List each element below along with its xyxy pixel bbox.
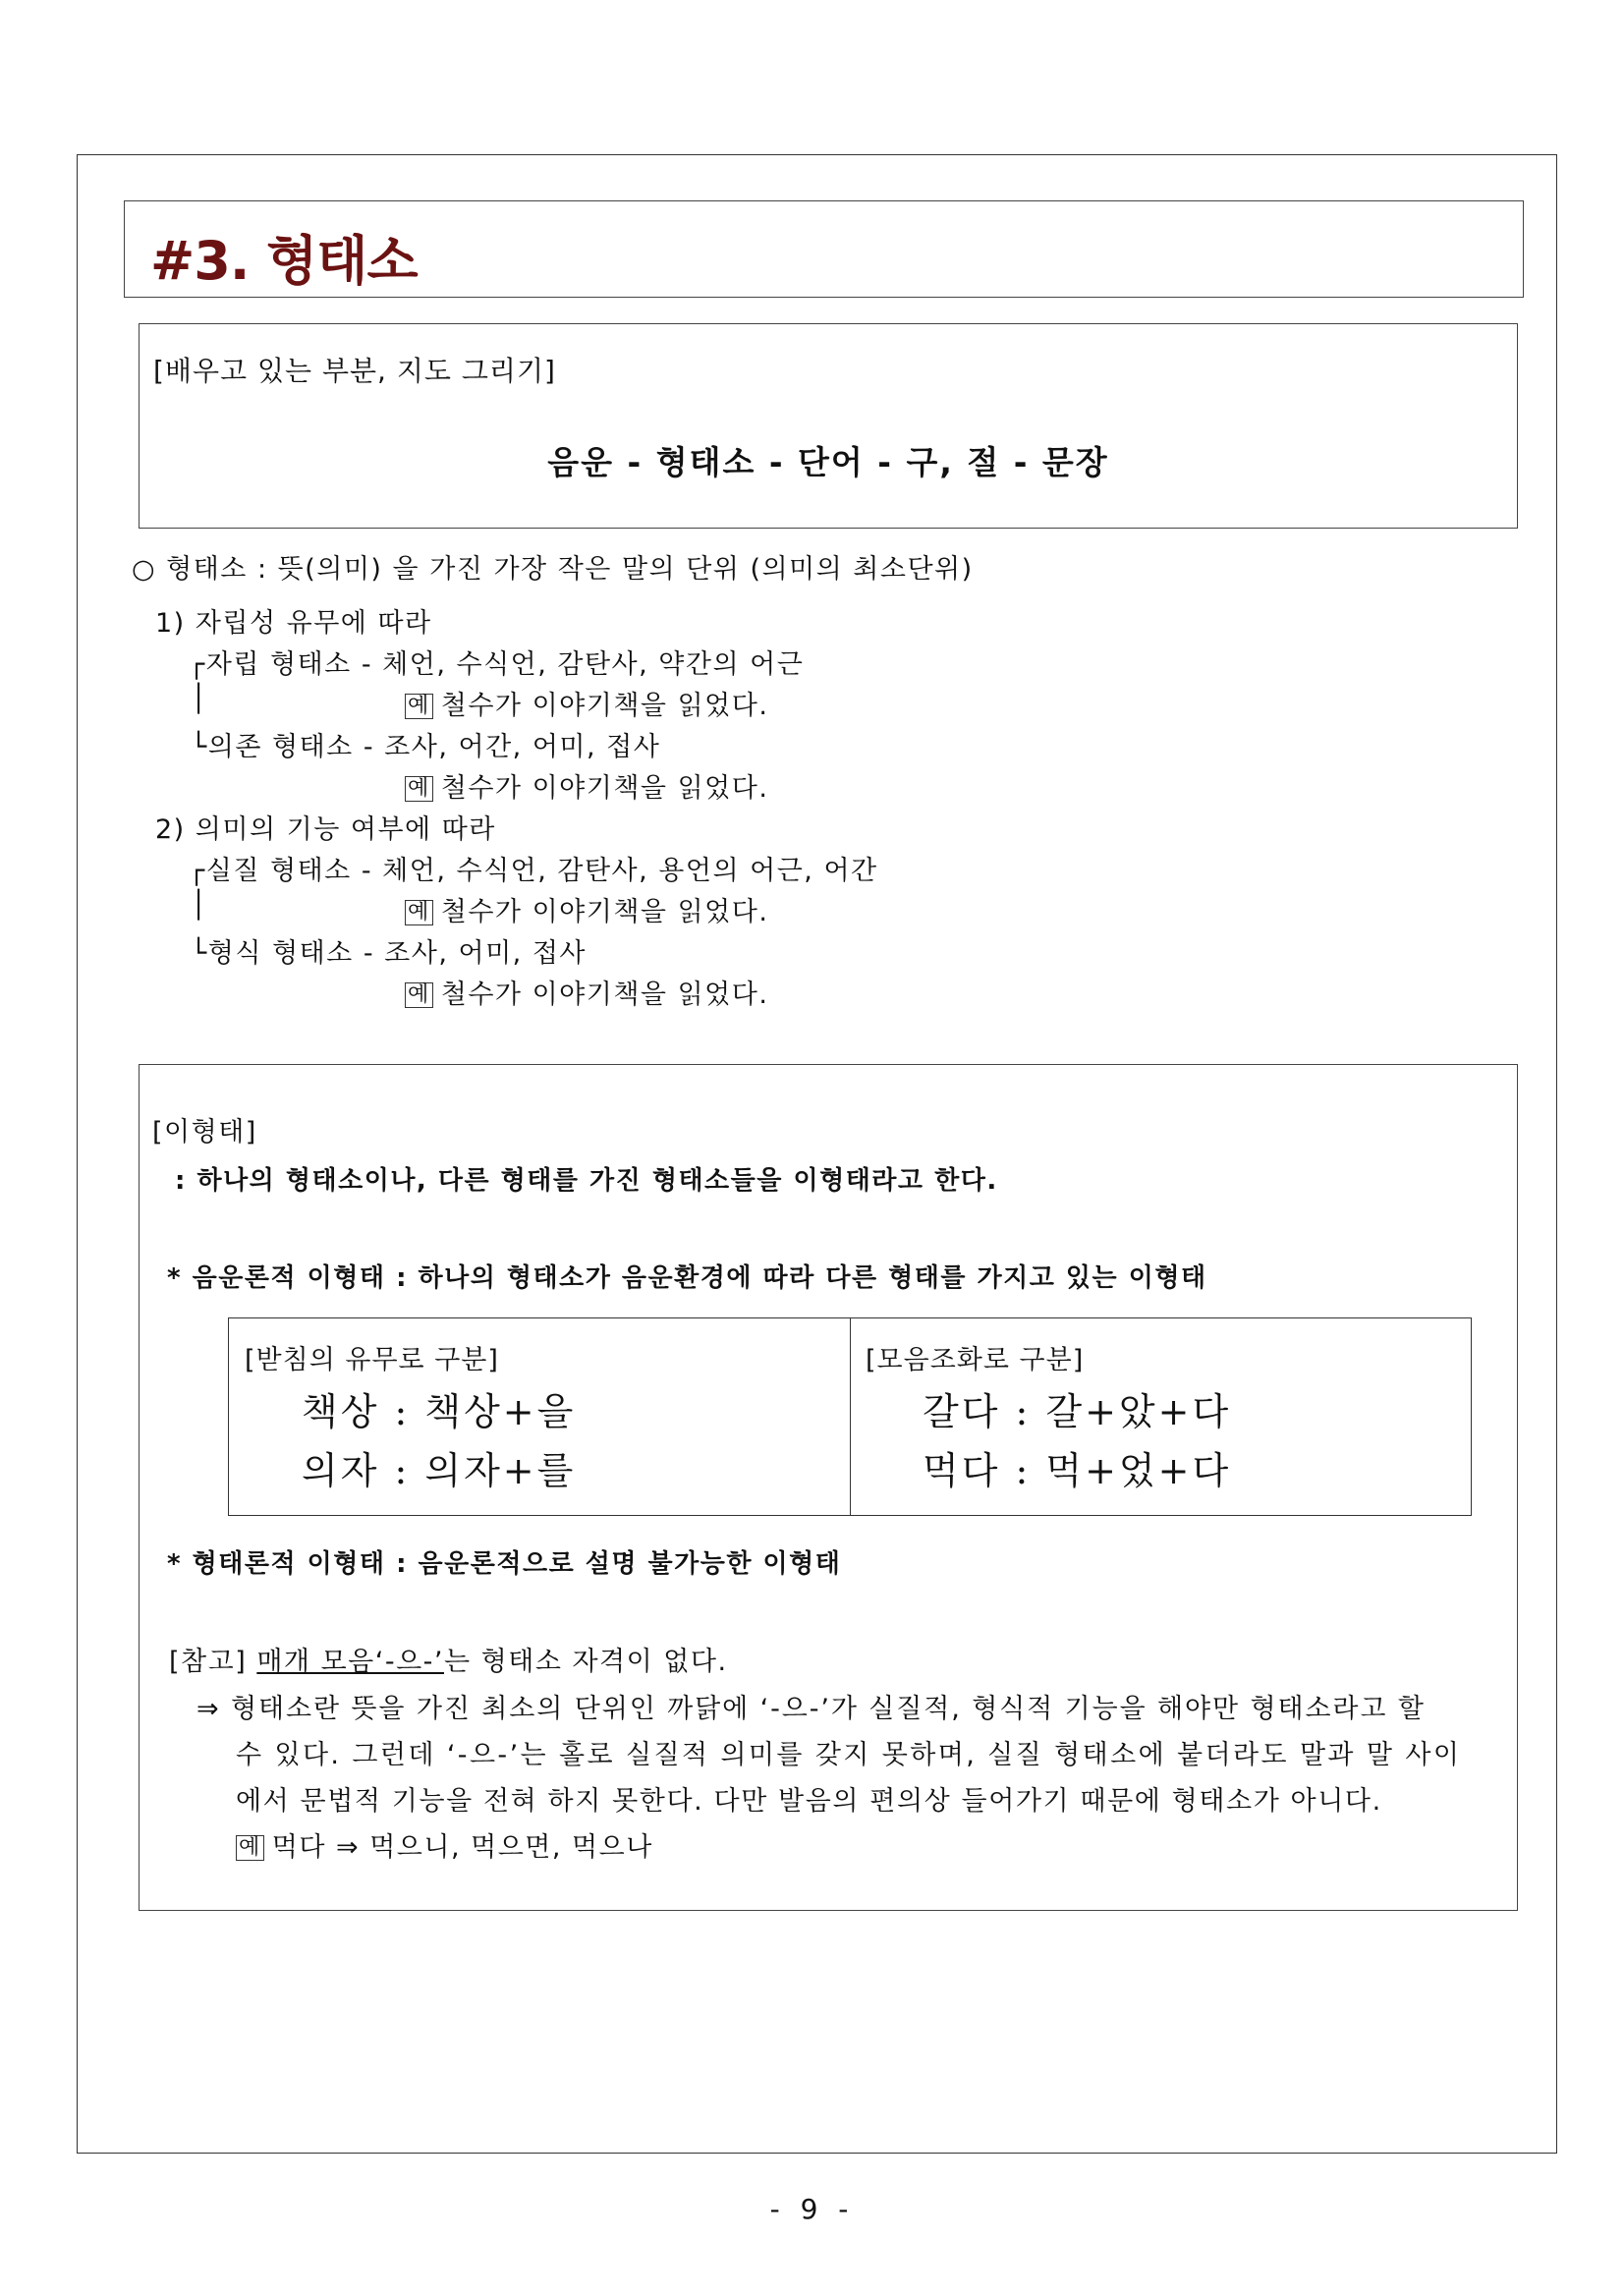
page-number: - 9 - xyxy=(769,2193,855,2225)
learning-map-chain: 음운 - 형태소 - 단어 - 구, 절 - 문장 xyxy=(547,443,1109,481)
learning-map-label: [배우고 있는 부분, 지도 그리기] xyxy=(153,355,556,387)
table-left-header: [받침의 유무로 구분] xyxy=(245,1345,499,1375)
example-text: 철수가 이야기책을 읽었다. xyxy=(440,980,769,1010)
reference-underlined: 매개 모음‘-으-’ xyxy=(256,1647,444,1677)
reference-example xyxy=(236,1825,653,1864)
allomorph-table xyxy=(228,1317,1472,1516)
table-right-row-1: 갈다 : 갈+았+다 xyxy=(923,1390,1232,1433)
classification-2-heading: 2) 의미의 기능 여부에 따라 xyxy=(155,814,496,845)
allomorph-definition: : 하나의 형태소이나, 다른 형태를 가진 형태소들을 이형태라고 한다. xyxy=(175,1166,998,1196)
example-marker: 예 xyxy=(405,900,433,925)
example-marker: 예 xyxy=(405,776,433,802)
table-right-row-2: 먹다 : 먹+었+다 xyxy=(923,1449,1232,1492)
classification-2-example-top xyxy=(405,890,768,928)
allomorph-heading: [이형태] xyxy=(152,1117,257,1148)
classification-2-example-bottom xyxy=(405,973,768,1011)
morpheme-definition: ○ 형태소 : 뜻(의미) 을 가진 가장 작은 말의 단위 (의미의 최소단위) xyxy=(132,554,974,585)
classification-1-example-top xyxy=(405,684,768,722)
learning-map-box xyxy=(139,323,1518,529)
example-text: 먹다 ⇒ 먹으니, 먹으면, 먹으나 xyxy=(271,1832,653,1863)
reference-line xyxy=(169,1640,728,1678)
example-text: 철수가 이야기책을 읽었다. xyxy=(440,897,769,927)
reference-rest: 는 형태소 자격이 없다. xyxy=(443,1647,728,1677)
phonological-allomorph: * 음운론적 이형태 : 하나의 형태소가 음운환경에 따라 다른 형태를 가지고 있는 이형태 xyxy=(167,1263,1207,1293)
table-left-row-2: 의자 : 의자+를 xyxy=(302,1449,577,1492)
example-marker: 예 xyxy=(405,982,433,1008)
morphological-allomorph: * 형태론적 이형태 : 음운론적으로 설명 불가능한 이형태 xyxy=(167,1549,842,1579)
classification-1-example-bottom xyxy=(405,766,768,805)
classification-1-vertical-bar: │ xyxy=(191,684,208,714)
classification-2-vertical-bar: │ xyxy=(191,890,208,921)
reference-label: [참고] xyxy=(169,1647,248,1677)
classification-1-branch-top: ┌자립 형태소 - 체언, 수식언, 감탄사, 약간의 어근 xyxy=(189,649,805,680)
example-marker: 예 xyxy=(236,1835,264,1861)
example-marker: 예 xyxy=(405,694,433,719)
table-left-row-1: 책상 : 책상+을 xyxy=(302,1390,577,1433)
page-title: #3. 형태소 xyxy=(150,230,418,292)
example-text: 철수가 이야기책을 읽었다. xyxy=(440,773,769,804)
title-box xyxy=(124,200,1524,298)
reference-explanation-3: 에서 문법적 기능을 전혀 하지 못한다. 다만 발음의 편의상 들어가기 때문에 형태소가 아니다. xyxy=(236,1786,1382,1817)
reference-explanation-2: 수 있다. 그런데 ‘-으-’는 홀로 실질적 의미를 갖지 못하며, 실질 형태소에 붙더라도 말과 말 사이 xyxy=(236,1740,1462,1770)
classification-2-branch-top: ┌실질 형태소 - 체언, 수식언, 감탄사, 용언의 어근, 어간 xyxy=(189,856,878,886)
table-right-header: [모음조화로 구분] xyxy=(866,1345,1085,1375)
classification-1-branch-bottom: └의존 형태소 - 조사, 어간, 어미, 접사 xyxy=(191,732,661,762)
classification-1-heading: 1) 자립성 유무에 따라 xyxy=(155,608,432,639)
table-divider xyxy=(850,1318,851,1515)
example-text: 철수가 이야기책을 읽었다. xyxy=(440,691,769,721)
reference-explanation-1: ⇒ 형태소란 뜻을 가진 최소의 단위인 까닭에 ‘-으-’가 실질적, 형식적 기능을 해야만 형태소라고 할 xyxy=(196,1694,1426,1724)
classification-2-branch-bottom: └형식 형태소 - 조사, 어미, 접사 xyxy=(191,938,587,969)
